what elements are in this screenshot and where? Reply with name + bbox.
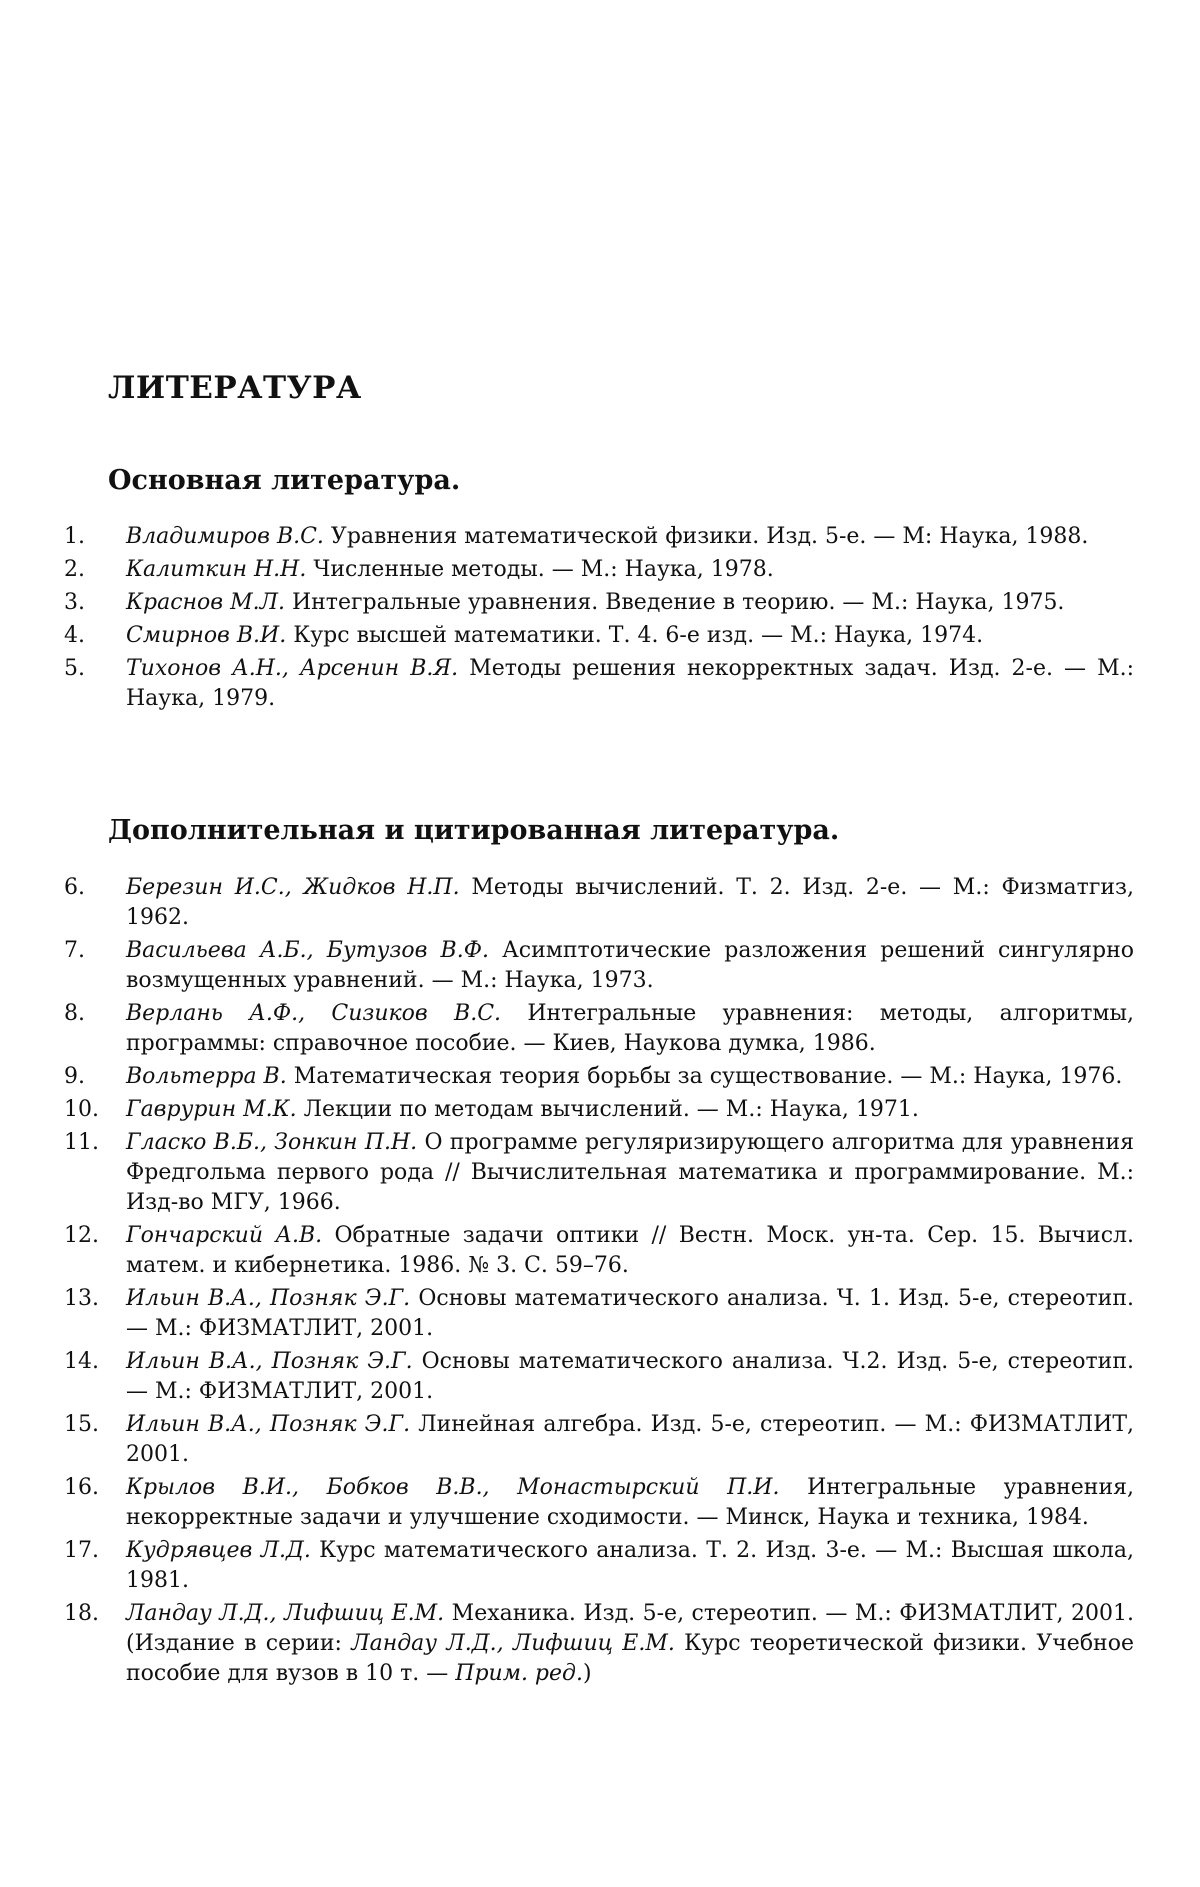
- reference-number: 10.: [64, 1097, 99, 1122]
- reference-item: [64, 1221, 1134, 1281]
- reference-text: Математическая теория борьбы за существование. — М.: Наука, 1976.: [286, 1064, 1123, 1089]
- reference-number: 15.: [64, 1412, 99, 1437]
- reference-number: 7.: [64, 938, 85, 963]
- reference-number: 8.: [64, 1001, 85, 1026]
- reference-authors: Крылов В.И., Бобков В.В., Монастырский П.И.: [126, 1475, 780, 1500]
- section-title-main: Основная литература.: [108, 465, 461, 496]
- editor-note: Прим. ред.: [455, 1661, 583, 1686]
- reference-authors: Смирнов В.И.: [126, 623, 287, 648]
- reference-authors: Васильева А.Б., Бутузов В.Ф.: [126, 938, 489, 963]
- reference-item: [64, 522, 1134, 552]
- reference-authors: Владимиров В.С.: [126, 524, 324, 549]
- reference-list-main: [64, 522, 1134, 717]
- reference-number: 4.: [64, 623, 85, 648]
- reference-text: Численные методы. — М.: Наука, 1978.: [306, 557, 774, 582]
- reference-number: 13.: [64, 1286, 99, 1311]
- reference-authors: Гончарский А.В.: [126, 1223, 323, 1248]
- reference-authors: Калиткин Н.Н.: [126, 557, 307, 582]
- reference-text: Интегральные уравнения. Введение в теорию. — М.: Наука, 1975.: [284, 590, 1065, 615]
- reference-item: [64, 999, 1134, 1059]
- reference-authors: Ландау Л.Д., Лифшиц Е.М.: [126, 1601, 445, 1626]
- reference-series-authors: Ландау Л.Д., Лифшиц Е.М.: [351, 1631, 675, 1656]
- reference-number: 9.: [64, 1064, 85, 1089]
- reference-authors: Гаврурин М.К.: [126, 1097, 297, 1122]
- reference-number: 16.: [64, 1475, 99, 1500]
- reference-authors: Ильин В.А., Позняк Э.Г.: [126, 1286, 411, 1311]
- reference-authors: Гласко В.Б., Зонкин П.Н.: [126, 1130, 418, 1155]
- reference-item: [64, 1284, 1134, 1344]
- reference-number: 14.: [64, 1349, 99, 1374]
- reference-number: 18.: [64, 1601, 99, 1626]
- reference-item: [64, 621, 1134, 651]
- reference-authors: Ильин В.А., Позняк Э.Г.: [126, 1349, 413, 1374]
- reference-number: 6.: [64, 875, 85, 900]
- reference-number: 11.: [64, 1130, 99, 1155]
- reference-text: Основы математического анализа. Ч. 1. Изд. 5-е, стереотип. — М.: ФИЗМАТЛИТ, 2001.: [126, 1286, 1134, 1341]
- reference-item: [64, 1347, 1134, 1407]
- reference-text: О программе регуляризирующего алгоритма для уравнения Фредгольма первого рода // Вычислительная математика и программирование. М.: Изд-во МГУ, 1966.: [126, 1130, 1134, 1215]
- reference-list-extra: [64, 873, 1134, 1692]
- reference-text: Курс математического анализа. Т. 2. Изд. 3-е. — М.: Высшая школа, 1981.: [126, 1538, 1134, 1593]
- reference-number: 12.: [64, 1223, 99, 1248]
- reference-number: 2.: [64, 557, 85, 582]
- reference-series-text: Курс теоретической физики. Учебное пособие для вузов в 10 т. —: [126, 1631, 1134, 1686]
- chapter-title: ЛИТЕРАТУРА: [108, 370, 362, 406]
- reference-text: Методы решения некорректных задач. Изд. 2-е. — М.: Наука, 1979.: [126, 656, 1135, 711]
- reference-text-end: ): [582, 1661, 592, 1686]
- reference-item: [64, 1473, 1134, 1533]
- reference-text: Курс высшей математики. Т. 4. 6-е изд. — М.: Наука, 1974.: [286, 623, 984, 648]
- reference-text: Уравнения математической физики. Изд. 5-е. — М: Наука, 1988.: [323, 524, 1089, 549]
- reference-item: [64, 1599, 1134, 1689]
- reference-number: 17.: [64, 1538, 99, 1563]
- reference-text: Интегральные уравнения, некорректные задачи и улучшение сходимости. — Минск, Наука и техника, 1984.: [126, 1475, 1134, 1530]
- reference-authors: Вольтерра В.: [126, 1064, 287, 1089]
- reference-item: [64, 873, 1134, 933]
- reference-item: [64, 1062, 1134, 1092]
- reference-text: Линейная алгебра. Изд. 5-е, стереотип. — М.: ФИЗМАТЛИТ, 2001.: [126, 1412, 1134, 1467]
- reference-text: Основы математического анализа. Ч.2. Изд. 5-е, стереотип. — М.: ФИЗМАТЛИТ, 2001.: [126, 1349, 1134, 1404]
- reference-item: [64, 1410, 1134, 1470]
- reference-item: [64, 1095, 1134, 1125]
- reference-text: Асимптотические разложения решений сингулярно возмущенных уравнений. — М.: Наука, 1973.: [126, 938, 1134, 993]
- reference-authors: Березин И.С., Жидков Н.П.: [126, 875, 460, 900]
- reference-authors: Краснов М.Л.: [126, 590, 285, 615]
- reference-text: Механика. Изд. 5-е, стереотип. — М.: ФИЗМАТЛИТ, 2001. (Издание в серии:: [126, 1601, 1135, 1656]
- reference-item: [64, 1128, 1134, 1218]
- reference-text: Лекции по методам вычислений. — М.: Наука, 1971.: [296, 1097, 919, 1122]
- reference-text: Обратные задачи оптики // Вестн. Моск. ун-та. Сер. 15. Вычисл. матем. и кибернетика. 1986. № 3. С. 59–76.: [126, 1223, 1135, 1278]
- reference-item: [64, 936, 1134, 996]
- reference-authors: Кудрявцев Л.Д.: [126, 1538, 311, 1563]
- reference-item: [64, 1536, 1134, 1596]
- reference-number: 5.: [64, 656, 85, 681]
- section-title-extra: Дополнительная и цитированная литература.: [108, 815, 840, 846]
- reference-authors: Верлань А.Ф., Сизиков В.С.: [126, 1001, 502, 1026]
- reference-authors: Ильин В.А., Позняк Э.Г.: [126, 1412, 411, 1437]
- reference-number: 3.: [64, 590, 85, 615]
- reference-item: [64, 555, 1134, 585]
- reference-number: 1.: [64, 524, 85, 549]
- reference-authors: Тихонов А.Н., Арсенин В.Я.: [126, 656, 459, 681]
- reference-text: Интегральные уравнения: методы, алгоритмы, программы: справочное пособие. — Киев, Наукова думка, 1986.: [126, 1001, 1134, 1056]
- reference-text: Методы вычислений. Т. 2. Изд. 2-е. — М.: Физматгиз, 1962.: [126, 875, 1134, 930]
- reference-item: [64, 654, 1134, 714]
- reference-item: [64, 588, 1134, 618]
